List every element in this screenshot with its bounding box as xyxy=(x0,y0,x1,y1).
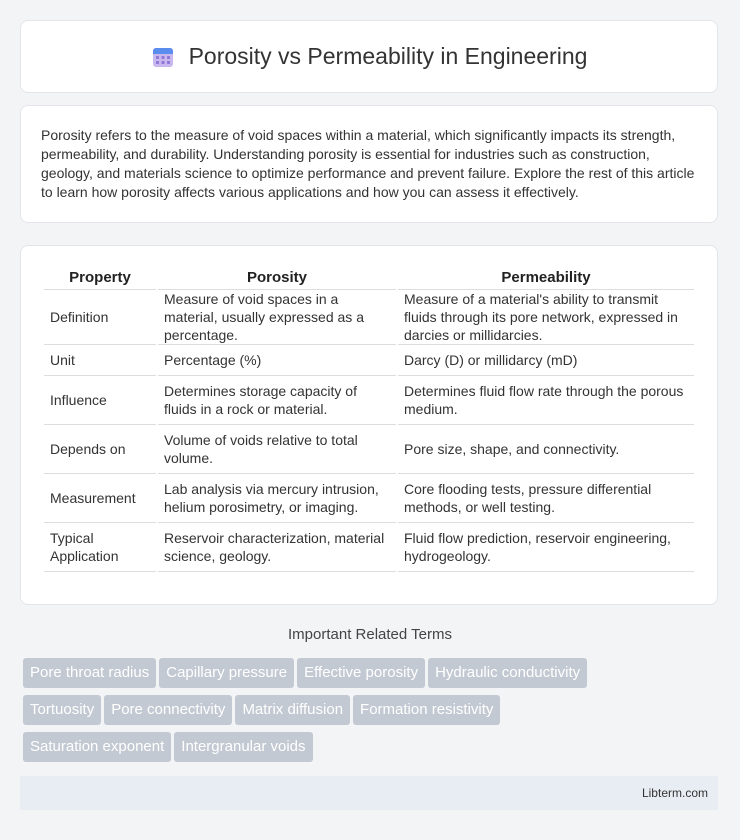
table-cell: Measure of void spaces in a material, usually expressed as a percentage. xyxy=(158,290,396,345)
term-tag[interactable]: Hydraulic conductivity xyxy=(428,658,587,688)
column-header: Porosity xyxy=(158,267,396,290)
table-cell: Reservoir characterization, material science, geology. xyxy=(158,523,396,572)
header-card xyxy=(20,20,718,93)
table-cell: Measurement xyxy=(44,474,156,523)
table-cell: Definition xyxy=(44,290,156,345)
table-row xyxy=(44,474,694,523)
table-cell: Core flooding tests, pressure differential methods, or well testing. xyxy=(398,474,694,523)
table-cell: Depends on xyxy=(44,425,156,474)
table-cell: Determines storage capacity of fluids in a rock or material. xyxy=(158,376,396,425)
comparison-table xyxy=(42,267,696,572)
table-row xyxy=(44,376,694,425)
table-cell: Measure of a material's ability to transmit fluids through its pore network, expressed in darcies or millidarcies. xyxy=(398,290,694,345)
term-tag[interactable]: Matrix diffusion xyxy=(235,695,350,725)
table-row xyxy=(44,425,694,474)
table-row xyxy=(44,523,694,572)
table-cell: Pore size, shape, and connectivity. xyxy=(398,425,694,474)
term-tag[interactable]: Tortuosity xyxy=(23,695,101,725)
related-terms-list xyxy=(23,658,723,769)
term-tag[interactable]: Effective porosity xyxy=(297,658,425,688)
intro-text: Porosity refers to the measure of void spaces within a material, which significantly impacts its strength, permeability, and durability. Understanding porosity is essential for industries such as construction, geology, and materials science to optimize performance and prevent failure. Explore the rest of this article to learn how porosity affects various applications and how you can assess it effectively. xyxy=(41,127,695,200)
table-cell: Lab analysis via mercury intrusion, helium porosimetry, or imaging. xyxy=(158,474,396,523)
table-cell: Determines fluid flow rate through the porous medium. xyxy=(398,376,694,425)
calendar-icon xyxy=(151,45,175,69)
term-tag[interactable]: Capillary pressure xyxy=(159,658,294,688)
table-row xyxy=(44,345,694,376)
table-cell: Influence xyxy=(44,376,156,425)
table-cell: Fluid flow prediction, reservoir engineering, hydrogeology. xyxy=(398,523,694,572)
term-tag[interactable]: Pore connectivity xyxy=(104,695,232,725)
table-row xyxy=(44,290,694,345)
table-cell: Typical Application xyxy=(44,523,156,572)
table-cell: Percentage (%) xyxy=(158,345,396,376)
table-cell: Unit xyxy=(44,345,156,376)
page-title: Porosity vs Permeability in Engineering xyxy=(188,43,588,69)
footer-link[interactable]: Libterm.com xyxy=(641,786,708,800)
term-tag[interactable]: Pore throat radius xyxy=(23,658,156,688)
table-cell: Darcy (D) or millidarcy (mD) xyxy=(398,345,694,376)
term-tag[interactable]: Formation resistivity xyxy=(353,695,500,725)
intro-card xyxy=(20,105,718,223)
term-tag[interactable]: Intergranular voids xyxy=(174,732,312,762)
column-header: Property xyxy=(44,267,156,290)
table-header-row xyxy=(44,267,694,290)
footer xyxy=(20,776,718,810)
table-cell: Volume of voids relative to total volume. xyxy=(158,425,396,474)
comparison-table-card xyxy=(20,245,718,605)
related-terms-title: Important Related Terms xyxy=(288,626,452,643)
column-header: Permeability xyxy=(398,267,694,290)
term-tag[interactable]: Saturation exponent xyxy=(23,732,171,762)
